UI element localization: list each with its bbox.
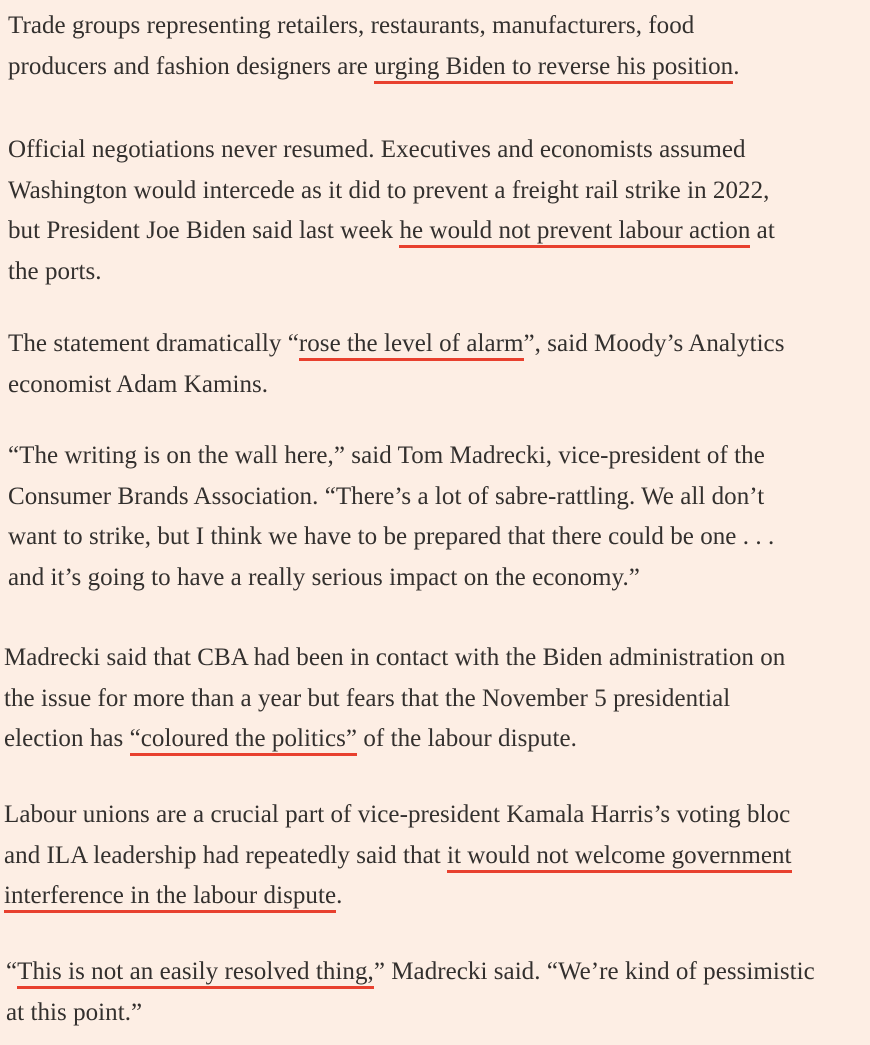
paragraph-labour-unions	[4, 795, 792, 917]
text-line: Labour unions are a crucial part of vice-president Kamala Harris’s voting bloc	[4, 801, 791, 828]
text-line: Consumer Brands Association. “There’s a lot of sabre-rattling. We all don’t	[8, 482, 765, 510]
paragraph-madrecki-cba	[4, 638, 785, 760]
text-line	[8, 47, 740, 88]
link-level-of-alarm[interactable]: rose the level of alarm	[299, 330, 524, 361]
text-segment: .	[336, 882, 343, 909]
text-line: and it’s going to have a really serious impact on the economy.”	[8, 563, 640, 591]
link-not-easily-resolved[interactable]: This is not an easily resolved thing,	[17, 958, 374, 989]
text-line: the ports.	[8, 257, 102, 285]
text-segment: producers and fashion designers are	[8, 52, 375, 80]
text-segment: at	[750, 217, 775, 244]
text-segment: but President Joe Biden said last week	[8, 217, 400, 244]
text-line	[8, 211, 775, 252]
paragraph-not-easily-resolved	[6, 952, 815, 1033]
text-segment: ” Madrecki said. “We’re kind of pessimistic	[373, 958, 815, 985]
text-segment: of the labour dispute.	[357, 725, 577, 752]
text-line: “The writing is on the wall here,” said Tom Madrecki, vice-president of the	[8, 442, 765, 469]
text-segment: and ILA leadership had repeatedly said that	[4, 841, 448, 869]
text-line: economist Adam Kamins.	[8, 370, 269, 398]
paragraph-negotiations	[8, 130, 775, 292]
link-government-interference-continued[interactable]: interference in the labour dispute	[4, 882, 336, 913]
text-segment: ”, said Moody’s Analytics	[523, 330, 785, 357]
text-segment: “	[6, 958, 18, 985]
text-line: Washington would intercede as it did to prevent a freight rail strike in 2022,	[8, 176, 770, 204]
paragraph-writing-on-wall	[8, 436, 774, 598]
text-line	[4, 876, 792, 917]
paragraph-trade-groups	[8, 6, 740, 87]
text-segment: .	[733, 52, 740, 80]
text-line: Madrecki said that CBA had been in contact with the Biden administration on	[4, 644, 786, 671]
link-urging-biden[interactable]: urging Biden to reverse his position	[374, 53, 733, 84]
link-coloured-politics[interactable]: “coloured the politics”	[130, 725, 357, 756]
text-line: want to strike, but I think we have to be prepared that there could be one . . .	[8, 523, 775, 550]
paragraph-statement	[8, 324, 785, 405]
text-line: Trade groups representing retailers, restaurants, manufacturers, food	[8, 12, 695, 39]
text-segment: The statement dramatically “	[8, 330, 299, 357]
text-line	[4, 719, 785, 760]
link-government-interference[interactable]: it would not welcome government	[447, 842, 792, 873]
text-line: Official negotiations never resumed. Executives and economists assumed	[8, 136, 746, 163]
link-labour-action[interactable]: he would not prevent labour action	[399, 217, 750, 248]
text-line: at this point.”	[6, 998, 143, 1026]
text-line: the issue for more than a year but fears that the November 5 presidential	[4, 684, 731, 712]
text-line	[8, 324, 785, 365]
text-line	[6, 952, 815, 993]
text-line	[4, 836, 792, 877]
text-segment: election has	[4, 725, 130, 752]
